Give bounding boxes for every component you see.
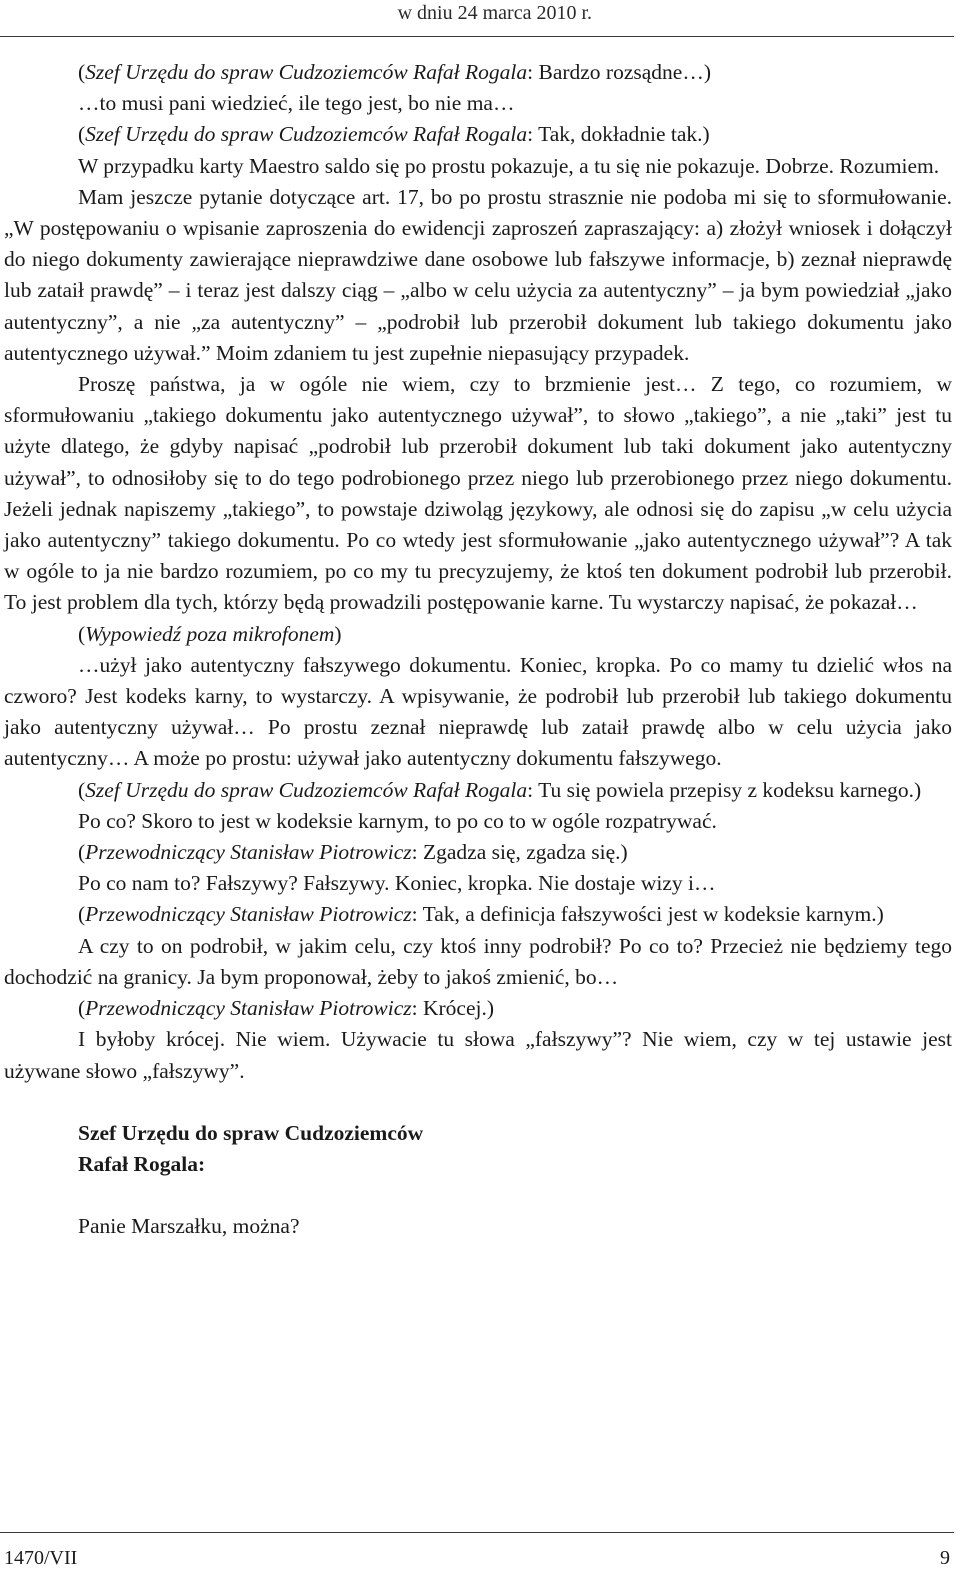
speaker-statement: Panie Marszałku, można? — [78, 1214, 300, 1239]
transcript-paragraphs — [4, 57, 952, 1087]
speaker-reference: Szef Urzędu do spraw Cudzoziemców Rafał Rogala — [85, 777, 528, 802]
paragraph-text: ( — [78, 122, 86, 147]
paragraph-text: ( — [78, 777, 86, 802]
paragraph-text: Po co nam to? Fałszywy? Fałszywy. Koniec, kropka. Nie dostaje wizy i… — [78, 871, 716, 896]
paragraph-text: Po co? Skoro to jest w kodeksie karnym, to po co to w ogóle rozpatrywać. — [78, 808, 717, 833]
paragraph — [4, 899, 952, 930]
speaker-reference: Wypowiedź poza mikrofonem — [85, 621, 335, 646]
paragraph-text: …to musi pani wiedzieć, ile tego jest, bo nie ma… — [78, 91, 515, 116]
speaker-heading — [78, 1118, 952, 1180]
paragraph-text: ( — [78, 621, 86, 646]
paragraph-text: A czy to on podrobił, w jakim celu, czy ktoś inny podrobił? Po co to? Przecież nie będziemy tego dochodzić na granicy. Ja bym proponował, żeby to jakoś zmienić, bo… — [4, 933, 952, 989]
document-body — [4, 57, 952, 1242]
speaker-reference: Przewodniczący Stanisław Piotrowicz — [85, 996, 412, 1021]
paragraph-text: ( — [78, 996, 86, 1021]
speaker-name: Rafał Rogala: — [78, 1151, 206, 1176]
paragraph — [4, 182, 952, 369]
paragraph — [4, 868, 952, 899]
paragraph-text: …użył jako autentyczny fałszywego dokumentu. Koniec, kropka. Po co mamy tu dzielić włos na czworo? Jest kodeks karny, to wystarczy. A wpisywanie, że podrobił lub przerobił lub takiego dokumentu jako autentyczny używał… Po prostu zeznał nieprawdę lub zataił prawdę albo w celu użycia jako autentyczny… A może po prostu: używał jako autentyczny dokumentu fałszywego. — [4, 652, 952, 771]
paragraph — [4, 369, 952, 619]
paragraph-text: : Krócej.) — [411, 996, 495, 1021]
paragraph — [4, 88, 952, 119]
paragraph — [4, 119, 952, 150]
page-number: 9 — [940, 1547, 950, 1569]
paragraph — [4, 775, 952, 806]
paragraph-text: ) — [334, 621, 342, 646]
speaker-reference: Szef Urzędu do spraw Cudzoziemców Rafał Rogala — [85, 122, 528, 147]
paragraph — [4, 931, 952, 993]
paragraph-text: ( — [78, 840, 86, 865]
paragraph-text: : Zgadza się, zgadza się.) — [411, 840, 628, 865]
paragraph — [4, 1024, 952, 1086]
header-date: w dniu 24 marca 2010 r. — [397, 2, 592, 24]
speaker-reference: Szef Urzędu do spraw Cudzoziemców Rafał Rogala — [85, 60, 528, 84]
paragraph-text: : Tak, a definicja fałszywości jest w kodeksie karnym.) — [411, 902, 884, 927]
paragraph — [4, 993, 952, 1024]
paragraph — [4, 151, 952, 182]
paragraph-text: Mam jeszcze pytanie dotyczące art. 17, bo po prostu strasznie nie podoba mi się to sformułowanie. „W postępowaniu o wpisanie zaproszenia do ewidencji zaproszeń zapraszający: a) złożył wniosek i dołączył do niego dokumenty zawierające nieprawdziwe dane osobowe lub fałszywe informacje, b) zeznał nieprawdę lub zataił prawdę” – i teraz jest dalszy ciąg – „albo w celu użycia za autentyczny” – ja bym powiedział „jako autentyczny”, a nie „za autentyczny” – „podrobił lub przerobił dokument lub takiego dokumentu jako autentycznego używał.” Moim zdaniem tu jest zupełnie niepasujący przypadek. — [4, 184, 952, 365]
paragraph-text: ( — [78, 60, 86, 84]
speaker-reference: Przewodniczący Stanisław Piotrowicz — [85, 840, 412, 865]
paragraph — [4, 806, 952, 837]
paragraph-text: Proszę państwa, ja w ogóle nie wiem, czy to brzmienie jest… Z tego, co rozumiem, w sformułowaniu „takiego dokumentu jako autentycznego używał”, to słowo „takiego”, a nie „taki” jest tu użyte dlatego, że gdyby napisać „podrobił lub przerobił dokument lub taki dokument jako autentyczny używał”, to odnosiłoby się to do tego podrobionego przez niego lub przerobionego przez niego dokumentu. Jeżeli jednak napiszemy „takiego”, to powstaje dziwoląg językowy, ale odnosi się do zapisu „w celu użycia jako autentyczny” takiego dokumentu. Po co wtedy jest sformułowanie „jako autentycznego używał”? A tak w ogóle to ja nie bardzo rozumiem, po co my tu precyzujemy, że ktoś ten dokument podrobił lub przerobił. To jest problem dla tych, którzy będą prowadzili postępowanie karne. Tu wystarczy napisać, że pokazał… — [4, 372, 952, 615]
paragraph — [4, 57, 952, 88]
page-header — [0, 0, 954, 37]
page-footer — [0, 1532, 954, 1569]
paragraph-text: ( — [78, 902, 86, 927]
speaker-title: Szef Urzędu do spraw Cudzoziemców — [78, 1120, 424, 1145]
paragraph — [4, 619, 952, 650]
paragraph-text: : Tu się powiela przepisy z kodeksu karnego.) — [527, 777, 922, 802]
speaker-reference: Przewodniczący Stanisław Piotrowicz — [85, 902, 412, 927]
document-number: 1470/VII — [4, 1547, 78, 1569]
paragraph — [4, 650, 952, 775]
paragraph — [4, 837, 952, 868]
paragraph-text: : Tak, dokładnie tak.) — [527, 122, 710, 147]
paragraph-text: : Bardzo rozsądne…) — [527, 60, 711, 84]
paragraph-text: W przypadku karty Maestro saldo się po prostu pokazuje, a tu się nie pokazuje. Dobrze. Rozumiem. — [78, 153, 940, 178]
paragraph-text: I byłoby krócej. Nie wiem. Używacie tu słowa „fałszywy”? Nie wiem, czy w tej ustawie jest używane słowo „fałszywy”. — [4, 1027, 952, 1083]
